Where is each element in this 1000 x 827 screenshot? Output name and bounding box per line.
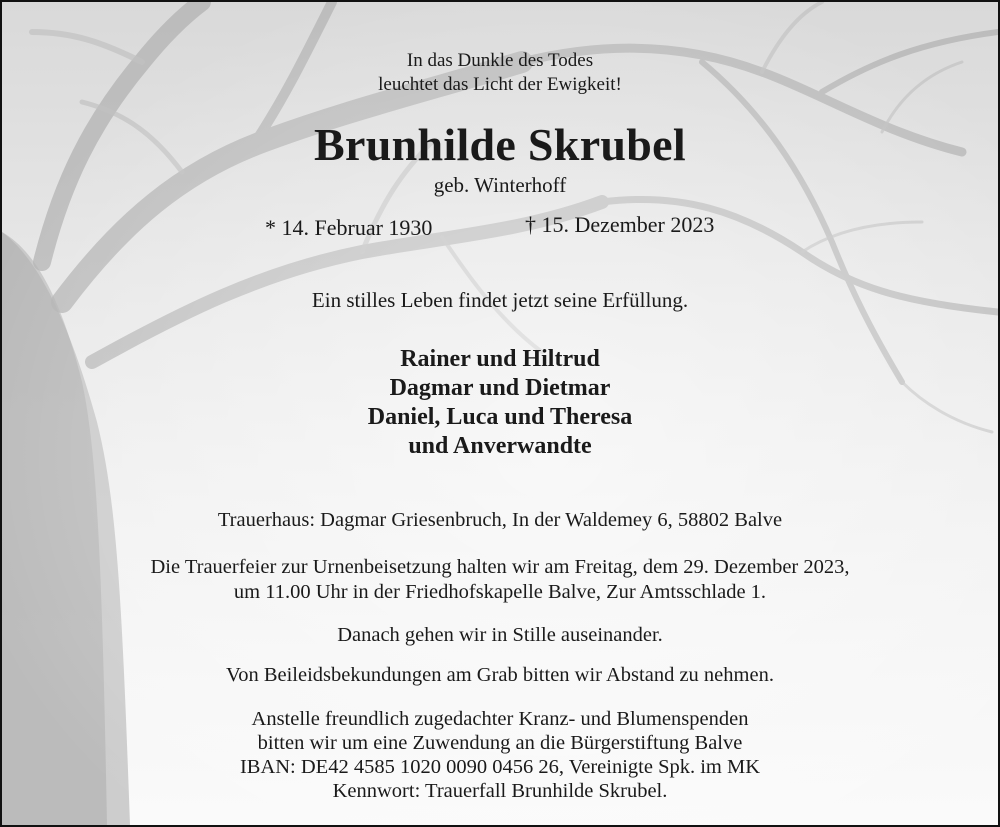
donation-line-4: Kennwort: Trauerfall Brunhilde Skrubel. bbox=[332, 780, 668, 802]
donation-line-3: IBAN: DE42 4585 1020 0090 0456 26, Vereinigte Spk. im MK bbox=[239, 756, 761, 778]
family-line-1: Rainer und Hiltrud bbox=[400, 346, 600, 372]
death-date: † 15. Dezember 2023 bbox=[525, 212, 715, 237]
life-dates bbox=[2, 212, 998, 243]
birth-date: * 14. Februar 1930 bbox=[265, 215, 433, 240]
donation-line-1: Anstelle freundlich zugedachter Kranz- und Blumenspenden bbox=[251, 708, 749, 730]
ceremony-line-2: um 11.00 Uhr in der Friedhofskapelle Balve, Zur Amtsschlade 1. bbox=[233, 581, 767, 603]
motto-line-1: In das Dunkle des Todes bbox=[406, 50, 594, 71]
ceremony-line-1: Die Trauerfeier zur Urnenbeisetzung halten wir am Freitag, dem 29. Dezember 2023, bbox=[150, 556, 850, 578]
quote: Ein stilles Leben findet jetzt seine Erfüllung. bbox=[311, 288, 689, 312]
deceased-name: Brunhilde Skrubel bbox=[314, 119, 686, 170]
motto-line-2: leuchtet das Licht der Ewigkeit! bbox=[378, 74, 622, 95]
condolences-note: Von Beileidsbekundungen am Grab bitten wir Abstand zu nehmen. bbox=[226, 664, 774, 686]
maiden-name: geb. Winterhoff bbox=[433, 173, 567, 197]
family-line-4: und Anverwandte bbox=[408, 433, 592, 459]
family-line-2: Dagmar und Dietmar bbox=[389, 375, 611, 401]
donation-line-2: bitten wir um eine Zuwendung an die Bürgerstiftung Balve bbox=[257, 732, 743, 754]
afterwards-note: Danach gehen wir in Stille auseinander. bbox=[337, 624, 663, 646]
family-line-3: Daniel, Luca und Theresa bbox=[367, 404, 633, 430]
mourning-house: Trauerhaus: Dagmar Griesenbruch, In der Waldemey 6, 58802 Balve bbox=[217, 509, 783, 531]
